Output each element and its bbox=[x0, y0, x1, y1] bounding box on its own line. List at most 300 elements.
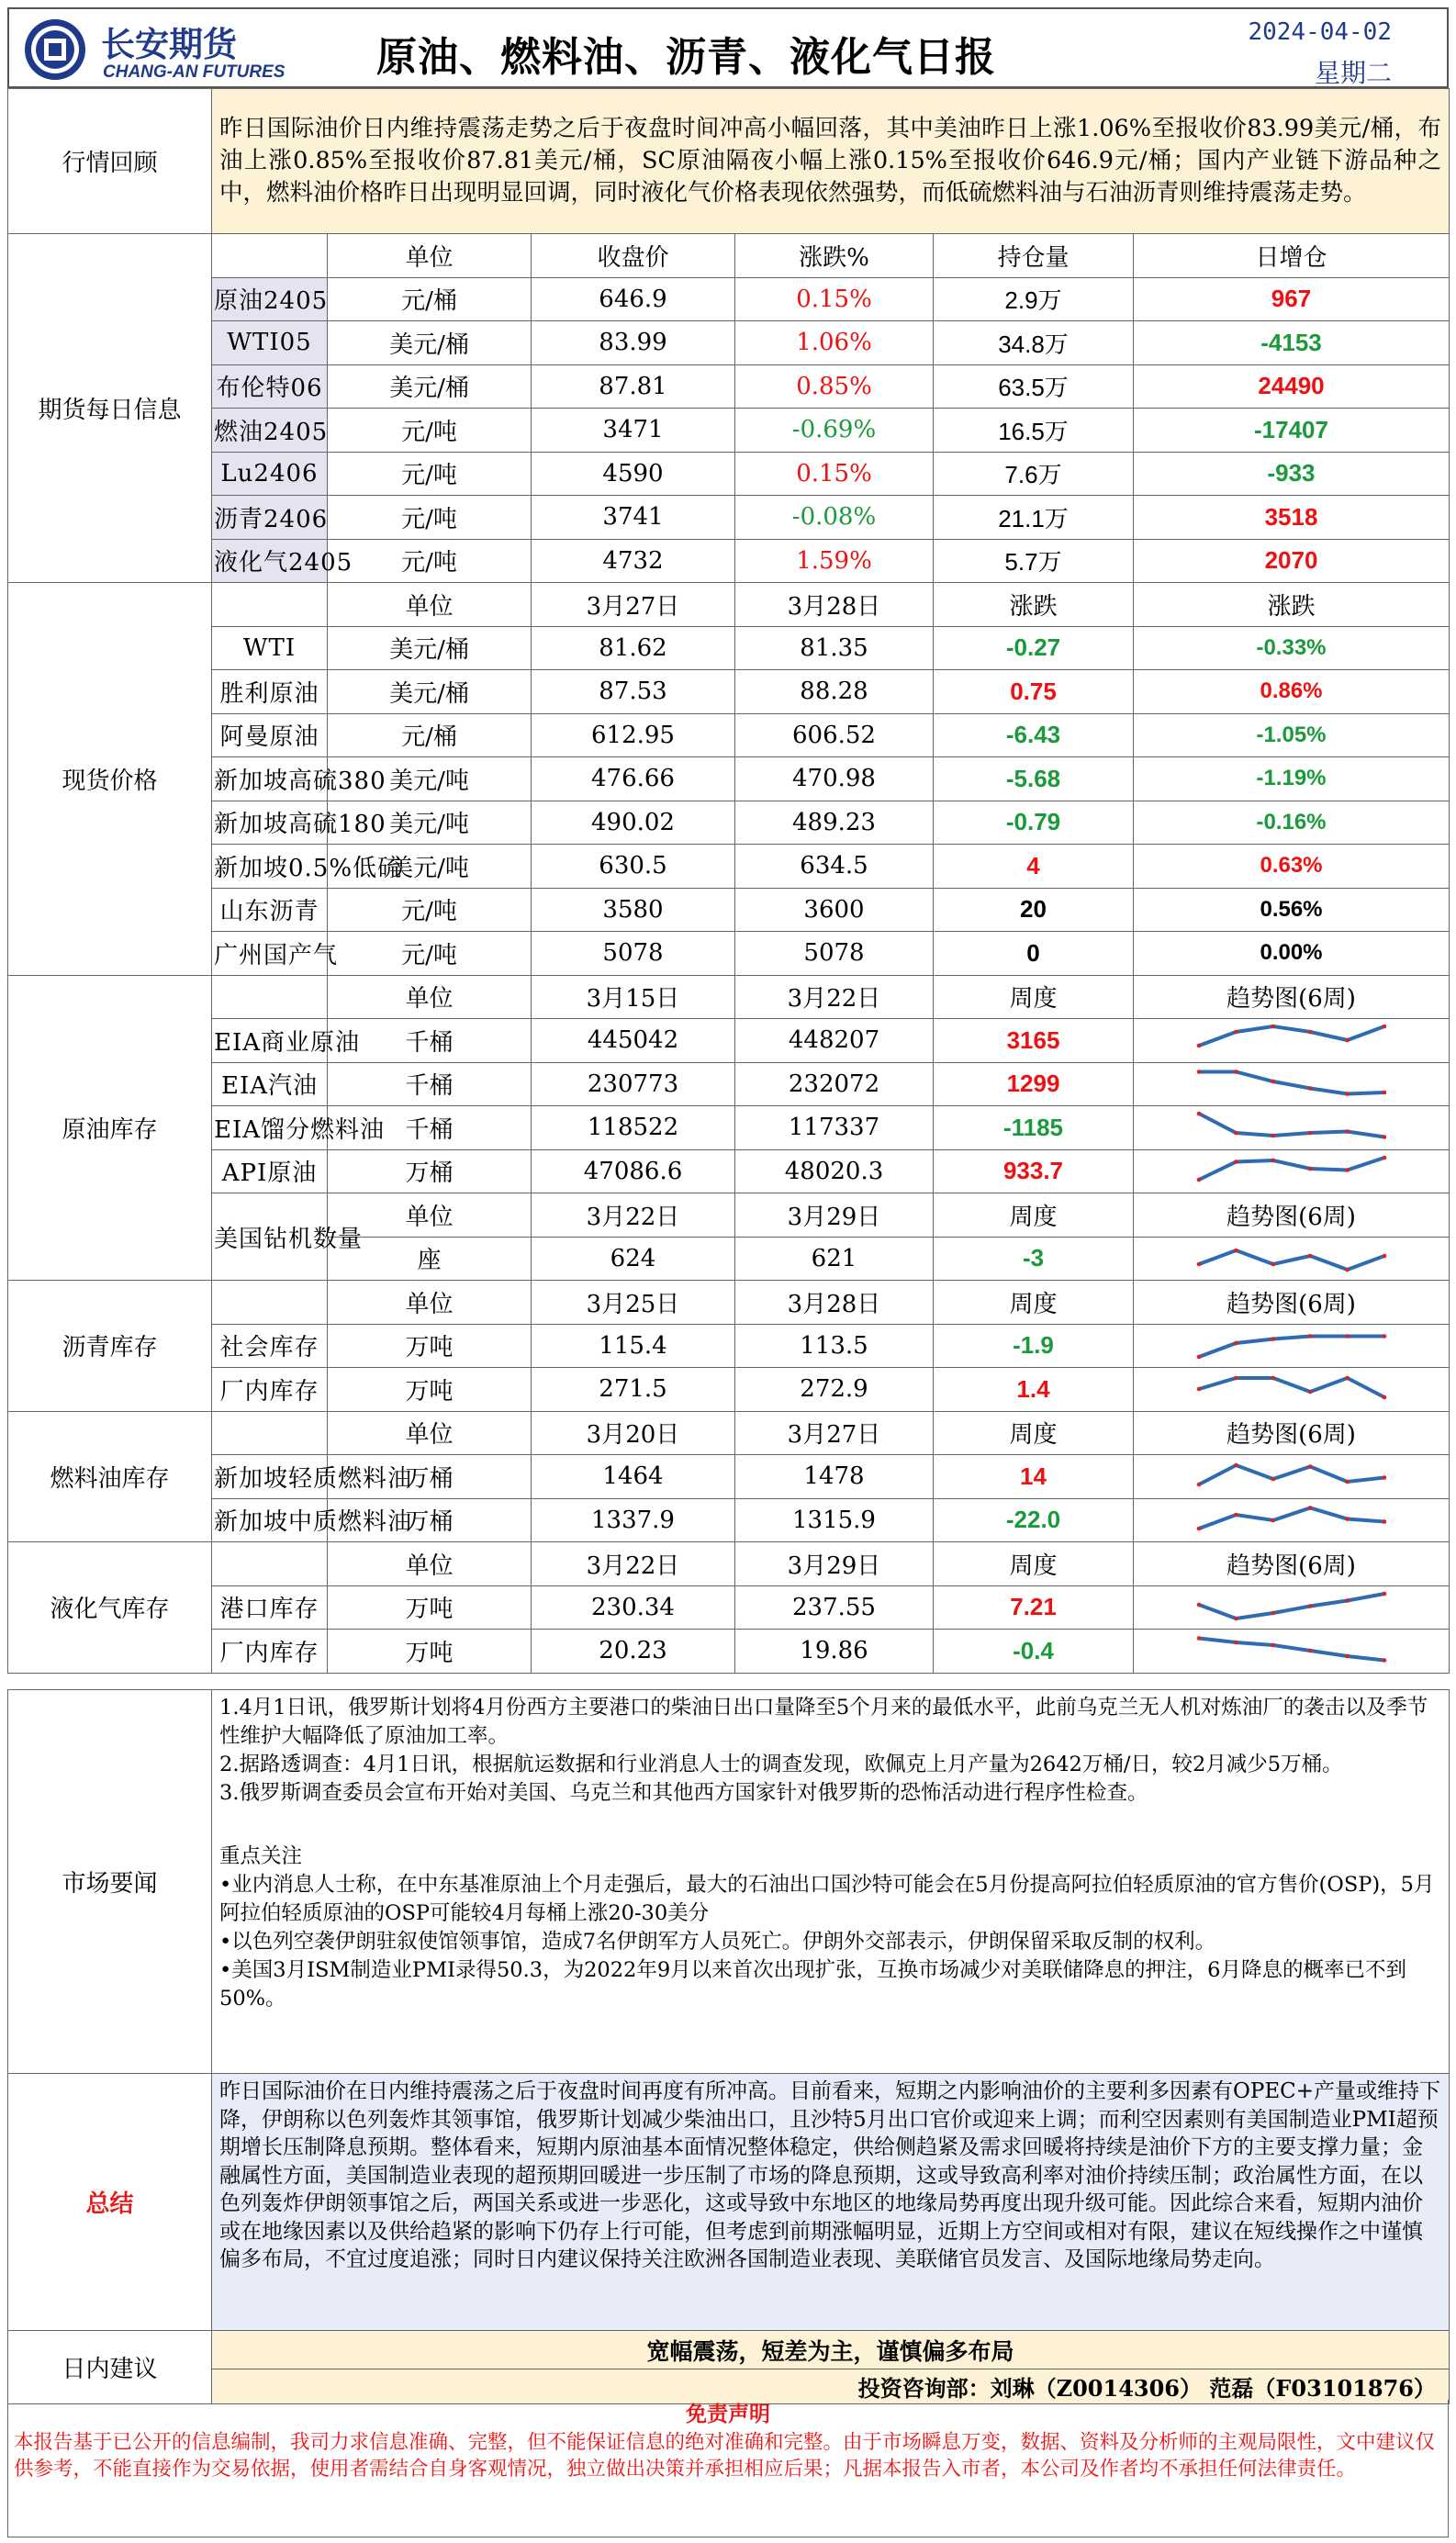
news-item: 2.据路透调查：4月1日讯，根据航运数据和行业消息人士的调查发现，欧佩克上月产量为2642万桶/日，较2月减少5万桶。 bbox=[219, 1753, 1343, 1776]
trend-point bbox=[1345, 1092, 1350, 1096]
disclaimer-title: 免责声明 bbox=[686, 2402, 770, 2426]
column-header: 单位 bbox=[328, 1542, 532, 1586]
column-header: 3月22日 bbox=[532, 1193, 735, 1238]
change: 0.75 bbox=[934, 670, 1134, 714]
trend-point bbox=[1234, 1641, 1238, 1645]
column-header: 持仓量 bbox=[934, 234, 1134, 278]
section-label: 行情回顾 bbox=[8, 89, 212, 234]
unit: 美元/吨 bbox=[328, 757, 532, 801]
trend-point bbox=[1345, 1129, 1350, 1134]
column-header: 趋势图(6周) bbox=[1134, 1281, 1450, 1325]
close-price: 87.81 bbox=[532, 364, 735, 409]
column-header: 涨跌 bbox=[934, 583, 1134, 627]
report-header bbox=[7, 7, 1449, 88]
close-price: 646.9 bbox=[532, 277, 735, 321]
value-week1: 1337.9 bbox=[532, 1498, 735, 1542]
change: 20 bbox=[934, 888, 1134, 932]
trend-point bbox=[1271, 1158, 1275, 1162]
table-row bbox=[8, 1149, 1450, 1193]
unit: 万吨 bbox=[328, 1630, 532, 1674]
trend-point bbox=[1382, 1253, 1386, 1258]
value-week1: 118522 bbox=[532, 1106, 735, 1150]
row-label: EIA馏分燃料油 bbox=[212, 1106, 328, 1150]
open-interest: 63.5万 bbox=[934, 364, 1134, 409]
price-day2: 81.35 bbox=[735, 626, 934, 670]
trend-point bbox=[1271, 1610, 1275, 1615]
weekly-change: -22.0 bbox=[934, 1498, 1134, 1542]
column-header: 3月28日 bbox=[735, 1281, 934, 1325]
table-row bbox=[8, 757, 1450, 801]
trend-point bbox=[1382, 1025, 1386, 1029]
unit: 元/吨 bbox=[328, 932, 532, 976]
trend-point bbox=[1382, 1135, 1386, 1139]
column-header: 3月25日 bbox=[532, 1281, 735, 1325]
price-day2: 88.28 bbox=[735, 670, 934, 714]
table-row bbox=[8, 452, 1450, 496]
column-header: 3月27日 bbox=[735, 1411, 934, 1455]
advice-text: 宽幅震荡，短差为主，谨慎偏多布局 bbox=[212, 2331, 1450, 2369]
trend-sparkline bbox=[1195, 1372, 1388, 1406]
section-label: 沥青库存 bbox=[8, 1281, 212, 1412]
value-week2: 48020.3 bbox=[735, 1149, 934, 1193]
row-label: 新加坡高硫180 bbox=[212, 801, 328, 845]
trend-point bbox=[1196, 1177, 1201, 1182]
oi-change: -17407 bbox=[1134, 409, 1450, 453]
change-pct: -0.08% bbox=[735, 496, 934, 540]
value-week1: 115.4 bbox=[532, 1324, 735, 1368]
price-day2: 606.52 bbox=[735, 713, 934, 757]
change: 0 bbox=[934, 932, 1134, 976]
table-row bbox=[8, 1019, 1450, 1063]
summary-section bbox=[7, 2073, 1450, 2331]
row-label: 港口库存 bbox=[212, 1585, 328, 1630]
weekly-change: 1299 bbox=[934, 1062, 1134, 1106]
trend-sparkline bbox=[1195, 1633, 1388, 1668]
table-row bbox=[8, 1368, 1450, 1412]
table-row bbox=[8, 1630, 1450, 1674]
change: -6.43 bbox=[934, 713, 1134, 757]
price-day1: 490.02 bbox=[532, 801, 735, 845]
price-day1: 476.66 bbox=[532, 757, 735, 801]
trend-point bbox=[1196, 1483, 1201, 1487]
trend-point bbox=[1234, 1030, 1238, 1035]
trend-point bbox=[1234, 1131, 1238, 1136]
trend-point bbox=[1271, 1025, 1275, 1029]
value-week2: 272.9 bbox=[735, 1368, 934, 1412]
unit: 万吨 bbox=[328, 1324, 532, 1368]
table-row bbox=[8, 845, 1450, 889]
futures-section bbox=[7, 233, 1450, 583]
trend-point bbox=[1345, 1480, 1350, 1484]
trend-point bbox=[1382, 1395, 1386, 1400]
unit: 元/吨 bbox=[328, 888, 532, 932]
trend-point bbox=[1234, 1340, 1238, 1345]
column-header: 3月22日 bbox=[532, 1542, 735, 1586]
trend-point bbox=[1382, 1658, 1386, 1663]
column-header: 涨跌 bbox=[1134, 583, 1450, 627]
change: 4 bbox=[934, 845, 1134, 889]
table-row bbox=[8, 1324, 1450, 1368]
value-week1: 624 bbox=[532, 1237, 735, 1281]
news-section bbox=[7, 1689, 1450, 2074]
column-header: 3月28日 bbox=[735, 583, 934, 627]
unit: 万吨 bbox=[328, 1368, 532, 1412]
unit: 美元/桶 bbox=[328, 364, 532, 409]
row-label: 新加坡高硫380 bbox=[212, 757, 328, 801]
weekly-change: -1185 bbox=[934, 1106, 1134, 1150]
trend-point bbox=[1382, 1090, 1386, 1094]
row-label: 燃油2405 bbox=[212, 409, 328, 453]
oi-change: 967 bbox=[1134, 277, 1450, 321]
unit: 元/吨 bbox=[328, 452, 532, 496]
change-pct: 1.06% bbox=[735, 321, 934, 365]
section-label: 市场要闻 bbox=[8, 1690, 212, 2074]
trend-point bbox=[1345, 1038, 1350, 1043]
change-pct: 0.85% bbox=[735, 364, 934, 409]
close-price: 83.99 bbox=[532, 321, 735, 365]
company-logo-icon bbox=[22, 17, 88, 83]
weekly-change: 1.4 bbox=[934, 1368, 1134, 1412]
unit: 千桶 bbox=[328, 1019, 532, 1063]
unit: 万桶 bbox=[328, 1498, 532, 1542]
row-label: 布伦特06 bbox=[212, 364, 328, 409]
trend-sparkline bbox=[1195, 1023, 1388, 1058]
open-interest: 16.5万 bbox=[934, 409, 1134, 453]
company-name-cn: 长安期货 bbox=[101, 25, 237, 64]
unit: 千桶 bbox=[328, 1106, 532, 1150]
trend-point bbox=[1345, 1517, 1350, 1521]
trend-sparkline bbox=[1195, 1459, 1388, 1494]
asphalt-inv-section bbox=[7, 1280, 1450, 1412]
row-label: 新加坡0.5%低硫 bbox=[212, 845, 328, 889]
change-pct: -1.19% bbox=[1134, 757, 1450, 801]
row-label: 液化气2405 bbox=[212, 539, 328, 583]
news-item: 1.4月1日讯，俄罗斯计划将4月份西方主要港口的柴油日出口量降至5个月来的最低水平，此前乌克兰无人机对炼油厂的袭击以及季节性维护大幅降低了原油加工率。 bbox=[219, 1696, 1428, 1748]
row-label: 美国钻机数量 bbox=[212, 1193, 328, 1281]
oi-change: 3518 bbox=[1134, 496, 1450, 540]
unit: 美元/桶 bbox=[328, 626, 532, 670]
unit: 千桶 bbox=[328, 1062, 532, 1106]
trend-point bbox=[1234, 1248, 1238, 1252]
advice-section bbox=[7, 2330, 1450, 2404]
column-header: 3月27日 bbox=[532, 583, 735, 627]
disclaimer bbox=[7, 2400, 1449, 2537]
table-row bbox=[8, 713, 1450, 757]
value-week2: 1478 bbox=[735, 1455, 934, 1499]
trend-point bbox=[1234, 1376, 1238, 1381]
change-pct: -0.16% bbox=[1134, 801, 1450, 845]
column-header: 3月20日 bbox=[532, 1411, 735, 1455]
section-label: 燃料油库存 bbox=[8, 1411, 212, 1542]
unit: 美元/吨 bbox=[328, 801, 532, 845]
unit: 元/桶 bbox=[328, 277, 532, 321]
trend-point bbox=[1234, 1463, 1238, 1468]
trend-point bbox=[1307, 1506, 1312, 1510]
row-label: 胜利原油 bbox=[212, 670, 328, 714]
weekly-change: -0.4 bbox=[934, 1630, 1134, 1674]
report-date: 2024-04-02 bbox=[1248, 18, 1392, 46]
unit: 万桶 bbox=[328, 1149, 532, 1193]
trend-point bbox=[1307, 1334, 1312, 1339]
column-header: 单位 bbox=[328, 1281, 532, 1325]
trend-point bbox=[1307, 1649, 1312, 1653]
company-name-en: CHANG-AN FUTURES bbox=[103, 62, 286, 82]
trend-point bbox=[1196, 1354, 1201, 1359]
table-row bbox=[8, 409, 1450, 453]
change: -5.68 bbox=[934, 757, 1134, 801]
section-label: 原油库存 bbox=[8, 975, 212, 1281]
unit: 座 bbox=[328, 1237, 532, 1281]
oi-change: 24490 bbox=[1134, 364, 1450, 409]
trend-point bbox=[1307, 1390, 1312, 1395]
trend-point bbox=[1271, 1337, 1275, 1341]
change-pct: -0.33% bbox=[1134, 626, 1450, 670]
trend-point bbox=[1234, 1159, 1238, 1164]
trend-point bbox=[1382, 1155, 1386, 1159]
column-header: 单位 bbox=[328, 1411, 532, 1455]
column-header: 3月29日 bbox=[735, 1193, 934, 1238]
open-interest: 5.7万 bbox=[934, 539, 1134, 583]
fuel-inv-section bbox=[7, 1411, 1450, 1543]
table-row bbox=[8, 1498, 1450, 1542]
column-header: 收盘价 bbox=[532, 234, 735, 278]
trend-point bbox=[1345, 1376, 1350, 1381]
weekly-change: -1.9 bbox=[934, 1324, 1134, 1368]
column-header: 3月15日 bbox=[532, 975, 735, 1019]
row-label: EIA商业原油 bbox=[212, 1019, 328, 1063]
value-week2: 1315.9 bbox=[735, 1498, 934, 1542]
trend-point bbox=[1271, 1376, 1275, 1381]
trend-point bbox=[1307, 1464, 1312, 1469]
trend-point bbox=[1271, 1477, 1275, 1482]
price-day1: 630.5 bbox=[532, 845, 735, 889]
column-header: 趋势图(6周) bbox=[1134, 1193, 1450, 1238]
row-label: 阿曼原油 bbox=[212, 713, 328, 757]
value-week2: 113.5 bbox=[735, 1324, 934, 1368]
weekly-change: 933.7 bbox=[934, 1149, 1134, 1193]
trend-point bbox=[1196, 1112, 1201, 1116]
price-day1: 612.95 bbox=[532, 713, 735, 757]
row-label: 原油2405 bbox=[212, 277, 328, 321]
trend-point bbox=[1345, 1334, 1350, 1339]
column-header: 单位 bbox=[328, 1193, 532, 1238]
value-week1: 271.5 bbox=[532, 1368, 735, 1412]
row-label: 新加坡中质燃料油 bbox=[212, 1498, 328, 1542]
column-header: 趋势图(6周) bbox=[1134, 975, 1450, 1019]
trend-sparkline bbox=[1195, 1241, 1388, 1276]
news-list bbox=[212, 1690, 1449, 2017]
column-header: 日增仓 bbox=[1134, 234, 1450, 278]
open-interest: 7.6万 bbox=[934, 452, 1134, 496]
table-row bbox=[8, 496, 1450, 540]
trend-sparkline bbox=[1195, 1590, 1388, 1625]
row-label: 厂内库存 bbox=[212, 1368, 328, 1412]
trend-point bbox=[1345, 1168, 1350, 1172]
trend-point bbox=[1234, 1512, 1238, 1517]
report-title: 原油、燃料油、沥青、液化气日报 bbox=[376, 34, 996, 81]
table-row bbox=[8, 364, 1450, 409]
weekly-change: 3165 bbox=[934, 1019, 1134, 1063]
focus-item: •美国3月ISM制造业PMI录得50.3，为2022年9月以来首次出现扩张，互换市场减少对美联储降息的押注，6月降息的概率已不到50%。 bbox=[219, 1958, 1406, 2011]
value-week2: 621 bbox=[735, 1237, 934, 1281]
crude-inv-section bbox=[7, 975, 1450, 1282]
change-pct: 0.15% bbox=[735, 452, 934, 496]
table-row bbox=[8, 626, 1450, 670]
value-week2: 117337 bbox=[735, 1106, 934, 1150]
trend-point bbox=[1307, 1604, 1312, 1608]
focus-title: 重点关注 bbox=[219, 1844, 303, 1868]
section-label: 现货价格 bbox=[8, 583, 212, 976]
unit: 元/吨 bbox=[328, 496, 532, 540]
column-header: 单位 bbox=[328, 583, 532, 627]
close-price: 4590 bbox=[532, 452, 735, 496]
change-pct: 0.56% bbox=[1134, 888, 1450, 932]
trend-point bbox=[1196, 1261, 1201, 1266]
column-header: 3月29日 bbox=[735, 1542, 934, 1586]
trend-point bbox=[1271, 1134, 1275, 1138]
open-interest: 2.9万 bbox=[934, 277, 1134, 321]
change-pct: -0.69% bbox=[735, 409, 934, 453]
unit: 元/桶 bbox=[328, 713, 532, 757]
value-week1: 445042 bbox=[532, 1019, 735, 1063]
column-header: 涨跌% bbox=[735, 234, 934, 278]
price-day2: 634.5 bbox=[735, 845, 934, 889]
unit: 美元/桶 bbox=[328, 321, 532, 365]
trend-point bbox=[1234, 1070, 1238, 1074]
column-header: 周度 bbox=[934, 1542, 1134, 1586]
trend-point bbox=[1382, 1334, 1386, 1339]
close-price: 3471 bbox=[532, 409, 735, 453]
section-label: 总结 bbox=[8, 2074, 212, 2331]
oi-change: -4153 bbox=[1134, 321, 1450, 365]
unit: 元/吨 bbox=[328, 409, 532, 453]
trend-point bbox=[1196, 1044, 1201, 1048]
table-row bbox=[8, 888, 1450, 932]
trend-point bbox=[1196, 1526, 1201, 1530]
trend-point bbox=[1234, 1616, 1238, 1620]
lpg-inv-section bbox=[7, 1541, 1450, 1674]
trend-point bbox=[1271, 1643, 1275, 1648]
trend-sparkline bbox=[1195, 1503, 1388, 1538]
change: -0.27 bbox=[934, 626, 1134, 670]
review-section bbox=[7, 88, 1450, 234]
row-label: 山东沥青 bbox=[212, 888, 328, 932]
column-header: 趋势图(6周) bbox=[1134, 1411, 1450, 1455]
trend-point bbox=[1196, 1602, 1201, 1607]
row-label: 广州国产气 bbox=[212, 932, 328, 976]
section-label: 液化气库存 bbox=[8, 1542, 212, 1674]
open-interest: 21.1万 bbox=[934, 496, 1134, 540]
spot-section bbox=[7, 582, 1450, 976]
value-week2: 448207 bbox=[735, 1019, 934, 1063]
trend-sparkline bbox=[1195, 1067, 1388, 1102]
value-week1: 230773 bbox=[532, 1062, 735, 1106]
trend-sparkline bbox=[1195, 1110, 1388, 1145]
value-week1: 230.34 bbox=[532, 1585, 735, 1630]
table-row bbox=[8, 539, 1450, 583]
price-day2: 470.98 bbox=[735, 757, 934, 801]
change-pct: 0.15% bbox=[735, 277, 934, 321]
table-row bbox=[8, 1062, 1450, 1106]
unit: 美元/桶 bbox=[328, 670, 532, 714]
value-week1: 47086.6 bbox=[532, 1149, 735, 1193]
column-header: 周度 bbox=[934, 1193, 1134, 1238]
trend-point bbox=[1382, 1591, 1386, 1596]
analysts: 投资咨询部：刘琳（Z0014306） 范磊（F03101876） bbox=[212, 2369, 1450, 2404]
trend-point bbox=[1345, 1267, 1350, 1272]
row-label: Lu2406 bbox=[212, 452, 328, 496]
oi-change: 2070 bbox=[1134, 539, 1450, 583]
price-day2: 489.23 bbox=[735, 801, 934, 845]
trend-point bbox=[1382, 1519, 1386, 1524]
column-header: 周度 bbox=[934, 1281, 1134, 1325]
table-row bbox=[8, 1455, 1450, 1499]
table-row bbox=[8, 801, 1450, 845]
price-day1: 87.53 bbox=[532, 670, 735, 714]
column-header: 单位 bbox=[328, 234, 532, 278]
value-week2: 232072 bbox=[735, 1062, 934, 1106]
table-row bbox=[8, 321, 1450, 365]
trend-point bbox=[1271, 1518, 1275, 1522]
table-row bbox=[8, 277, 1450, 321]
value-week1: 1464 bbox=[532, 1455, 735, 1499]
price-day2: 3600 bbox=[735, 888, 934, 932]
column-header: 周度 bbox=[934, 1411, 1134, 1455]
unit: 万桶 bbox=[328, 1455, 532, 1499]
weekly-change: 14 bbox=[934, 1455, 1134, 1499]
column-header: 3月22日 bbox=[735, 975, 934, 1019]
change: -0.79 bbox=[934, 801, 1134, 845]
unit: 元/吨 bbox=[328, 539, 532, 583]
row-label: 厂内库存 bbox=[212, 1630, 328, 1674]
column-header: 周度 bbox=[934, 975, 1134, 1019]
trend-sparkline bbox=[1195, 1154, 1388, 1189]
price-day1: 81.62 bbox=[532, 626, 735, 670]
focus-item: •以色列空袭伊朗驻叙使馆领事馆，造成7名伊朗军方人员死亡。伊朗外交部表示，伊朗保留采取反制的权利。 bbox=[219, 1930, 1216, 1954]
price-day1: 5078 bbox=[532, 932, 735, 976]
trend-point bbox=[1307, 1030, 1312, 1035]
price-day1: 3580 bbox=[532, 888, 735, 932]
table-row bbox=[8, 1585, 1450, 1630]
price-day2: 5078 bbox=[735, 932, 934, 976]
trend-sparkline bbox=[1195, 1328, 1388, 1363]
review-text: 昨日国际油价日内维持震荡走势之后于夜盘时间冲高小幅回落，其中美油昨日上涨1.06%至报收价83.99美元/桶，布油上涨0.85%至报收价87.81美元/桶，SC原油隔夜小幅上涨0.15%至报收价646.9元/桶；国内产业链下游品种之中，燃料油价格昨日出现明显回调，同时液化气价格表现依然强势，而低硫燃料油与石油沥青则维持震荡走势。 bbox=[219, 115, 1441, 207]
change-pct: 0.63% bbox=[1134, 845, 1450, 889]
section-label: 期货每日信息 bbox=[8, 234, 212, 583]
row-label: EIA汽油 bbox=[212, 1062, 328, 1106]
trend-point bbox=[1307, 1086, 1312, 1091]
row-label: WTI05 bbox=[212, 321, 328, 365]
row-label: 沥青2406 bbox=[212, 496, 328, 540]
weekly-change: 7.21 bbox=[934, 1585, 1134, 1630]
row-label: 社会库存 bbox=[212, 1324, 328, 1368]
trend-point bbox=[1382, 1475, 1386, 1480]
close-price: 4732 bbox=[532, 539, 735, 583]
trend-point bbox=[1196, 1070, 1201, 1074]
value-week2: 237.55 bbox=[735, 1585, 934, 1630]
value-week2: 19.86 bbox=[735, 1630, 934, 1674]
focus-item: •业内消息人士称，在中东基准原油上个月走强后，最大的石油出口国沙特可能会在5月份提高阿拉伯轻质原油的官方售价(OSP)，5月阿拉伯轻质原油的OSP可能较4月每桶上涨20-30美分 bbox=[219, 1873, 1435, 1925]
disclaimer-text: 本报告基于已公开的信息编制，我司力求信息准确、完整，但不能保证信息的绝对准确和完整。由于市场瞬息万变，数据、资料及分析师的主观局限性，文中建议仅供参考，不能直接作为交易依据，使用者需结合自身客观情况，独立做出决策并承担相应后果；凡据本报告入市者，本公司及作者均不承担任何法律责任。 bbox=[14, 2431, 1436, 2481]
trend-point bbox=[1196, 1387, 1201, 1392]
trend-point bbox=[1345, 1598, 1350, 1603]
change-pct: 0.00% bbox=[1134, 932, 1450, 976]
row-label: 新加坡轻质燃料油 bbox=[212, 1455, 328, 1499]
trend-point bbox=[1271, 1079, 1275, 1083]
column-header: 单位 bbox=[328, 975, 532, 1019]
table-row bbox=[8, 670, 1450, 714]
oi-change: -933 bbox=[1134, 452, 1450, 496]
